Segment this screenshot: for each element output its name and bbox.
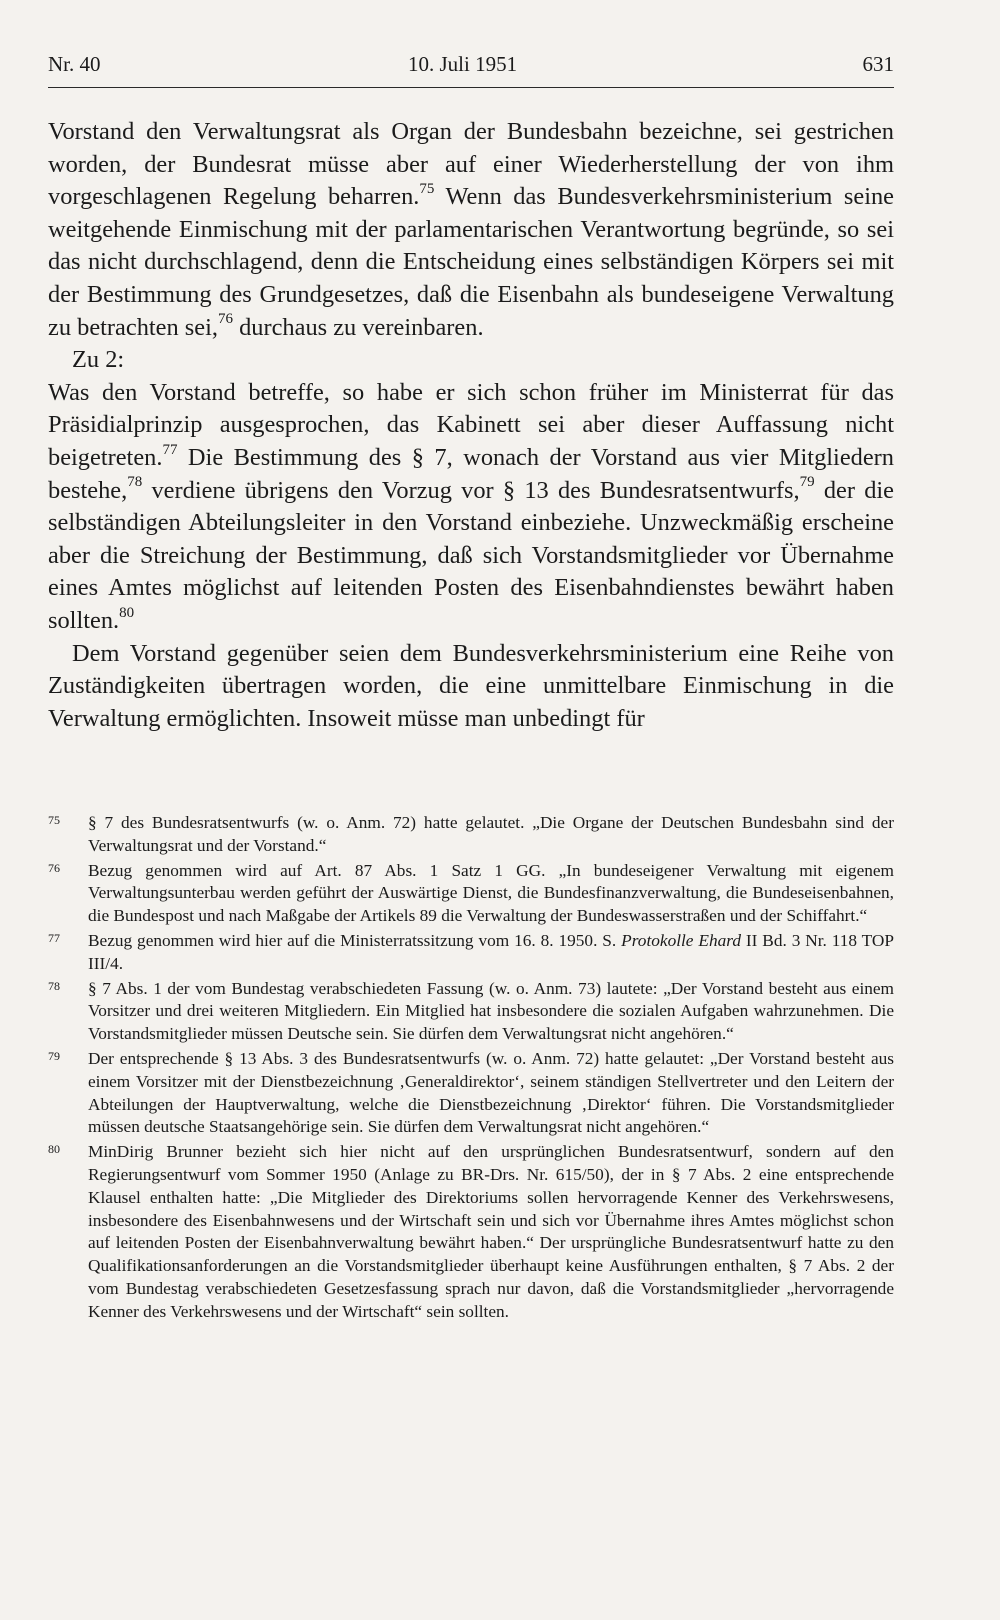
text-span: verdiene übrigens den Vorzug vor § 13 des Bundesratsentwurfs,: [142, 476, 800, 504]
text-span: Vorstand den Verwaltungsrat als Organ der Bundesbahn bezeichne, sei gestrichen worden, der Bundesrat müsse aber auf einer Wiederherstellung der von ihm vorgeschlagenen Regelung beharren.: [48, 118, 894, 211]
running-header: [48, 52, 894, 86]
header-date: 10. Juli 1951: [408, 52, 518, 76]
footnote-ref: 79: [799, 474, 815, 491]
footnote-ref: 78: [127, 474, 143, 491]
section-label: Zu 2:: [72, 346, 125, 374]
footnote-ref: 76: [217, 311, 233, 328]
book-page: [48, 0, 894, 1620]
footnote-number: 75: [48, 813, 60, 827]
footnote-text: Bezug genommen wird hier auf die Ministerratssitzung vom 16. 8. 1950. S.: [88, 930, 622, 950]
text-span: Wenn das Bundesverkehrsministerium seine weitgehende Einmischung mit der parlamentarischen Verantwortung begründe, so sei das nicht durchschlagend, denn die Entscheidung eines selbständigen Körpers sei mit der Bestimmung des Grundgesetzes, daß die Eisenbahn als bundeseigene Verwaltung zu betrachten sei,: [48, 183, 894, 341]
footnote-ref: 80: [119, 604, 135, 621]
footnotes: [48, 812, 894, 1326]
footnote-text: II Bd. 3 Nr. 118 TOP III/4.: [88, 930, 894, 973]
footnote: [48, 812, 894, 858]
document-number: Nr. 40: [48, 52, 101, 76]
footnote: [48, 1141, 894, 1323]
text-span: durchaus zu vereinbaren.: [232, 313, 484, 341]
footnote-text: Bezug genommen wird auf Art. 87 Abs. 1 Satz 1 GG. „In bundeseigener Verwaltung mit eigenem Verwaltungsunterbau werden geführt der Auswärtige Dienst, die Bundesfinanzverwaltung, die Bundeseisenbahnen, die Bundespost und nach Maßgabe der Artikels 89 die Verwaltung der Bundeswasserstraßen und der Schiffahrt.“: [88, 860, 894, 926]
footnote-italic-title: Protokolle Ehard: [621, 930, 741, 950]
main-text: [48, 116, 894, 735]
footnote-text: MinDirig Brunner bezieht sich hier nicht auf den ursprünglichen Bundesratsentwurf, sondern auf den Regierungsentwurf vom Sommer 1950 (Anlage zu BR-Drs. Nr. 615/50), der in § 7 Abs. 2 eine entsprechende Klausel enthalten hatte: „Die Mitglieder des Direktoriums sollen hervorragende Kenner des Verkehrswesens, insbesondere des Eisenbahnwesens und der Wirtschaft sein und sich vor Übernahme ihres Amtes möglichst schon auf leitenden Posten der Eisenbahnverwaltung bewährt haben.“ Der ursprüngliche Bundesratsentwurf hatte zu den Qualifikationsanforderungen an die Vorstandsmitglieder überhaupt keine Ausführungen enthalten, § 7 Abs. 2 der vom Bundestag verabschiedeten Gesetzesfassung sprach nur davon, daß die Vorstandsmitglieder „hervorragende Kenner des Verkehrswesens und der Wirtschaft“ sein sollten.: [88, 1142, 894, 1321]
footnote-number: 79: [48, 1048, 60, 1063]
footnote-text: § 7 Abs. 1 der vom Bundestag verabschiedeten Fassung (w. o. Anm. 73) lautete: „Der Vorstand besteht aus einem Vorsitzer und drei weiteren Mitgliedern. Ein Mitglied hat insbesondere die sozialen Aufgaben wahrzunehmen. Die Vorstandsmitglieder müssen Deutsche sein. Sie dürfen dem Verwaltungsrat nicht angehören.“: [88, 978, 894, 1044]
footnote-number: 76: [48, 860, 60, 875]
footnote-number: 80: [48, 1142, 60, 1157]
text-span: Was den Vorstand betreffe, so habe er sich schon früher im Ministerrat für das Präsidialprinzip ausgesprochen, das Kabinett sei aber dieser Auffassung nicht beigetreten.: [48, 378, 894, 471]
text-span: der die selbständigen Abteilungsleiter in den Vorstand einbeziehe. Unzweckmäßig erscheine aber die Streichung der Bestimmung, daß sich Vorstandsmitglieder vor Übernahme eines Amtes möglichst auf leitenden Posten des Eisenbahndienstes bewährt haben sollten.: [48, 476, 894, 634]
footnote: [48, 978, 894, 1046]
footnote: [48, 1048, 894, 1139]
paragraph-continuation: [48, 116, 894, 344]
page-number: 631: [862, 52, 894, 76]
paragraph: [48, 377, 894, 638]
header-rule: [48, 87, 894, 88]
footnote: [48, 860, 894, 928]
text-span: Die Bestimmung des § 7, wonach der Vorstand aus vier Mitgliedern bestehe,: [48, 443, 894, 504]
footnote-text: Der entsprechende § 13 Abs. 3 des Bundesratsentwurfs (w. o. Anm. 72) hatte gelautet: „Der Vorstand besteht aus einem Vorsitzer mit der Dienstbezeichnung ‚Generaldirektor‘, seinem ständigen Stellvertreter und den Leitern der Abteilungen der Hauptverwaltung, welche die Dienstbezeichnung ‚Direktor‘ führen. Die Vorstandsmitglieder müssen deutsche Staatsangehörige sein. Sie dürfen dem Verwaltungsrat nicht angehören.“: [88, 1048, 894, 1137]
paragraph: Dem Vorstand gegenüber seien dem Bundesverkehrsministerium eine Reihe von Zuständigkeiten übertragen worden, die eine unmittelbare Einmischung in die Verwaltung ermöglichten. Insoweit müsse man unbedingt für: [48, 639, 894, 732]
footnote-text: § 7 des Bundesratsentwurfs (w. o. Anm. 72) hatte gelautet. „Die Organe der Deutschen Bundesbahn sind der Verwaltungsrat und der Vorstand.“: [88, 813, 894, 855]
footnote-number: 78: [48, 978, 60, 993]
footnote-ref: 75: [419, 181, 435, 198]
footnote: [48, 930, 894, 976]
footnote-number: 77: [48, 930, 60, 945]
footnote-ref: 77: [162, 441, 178, 458]
